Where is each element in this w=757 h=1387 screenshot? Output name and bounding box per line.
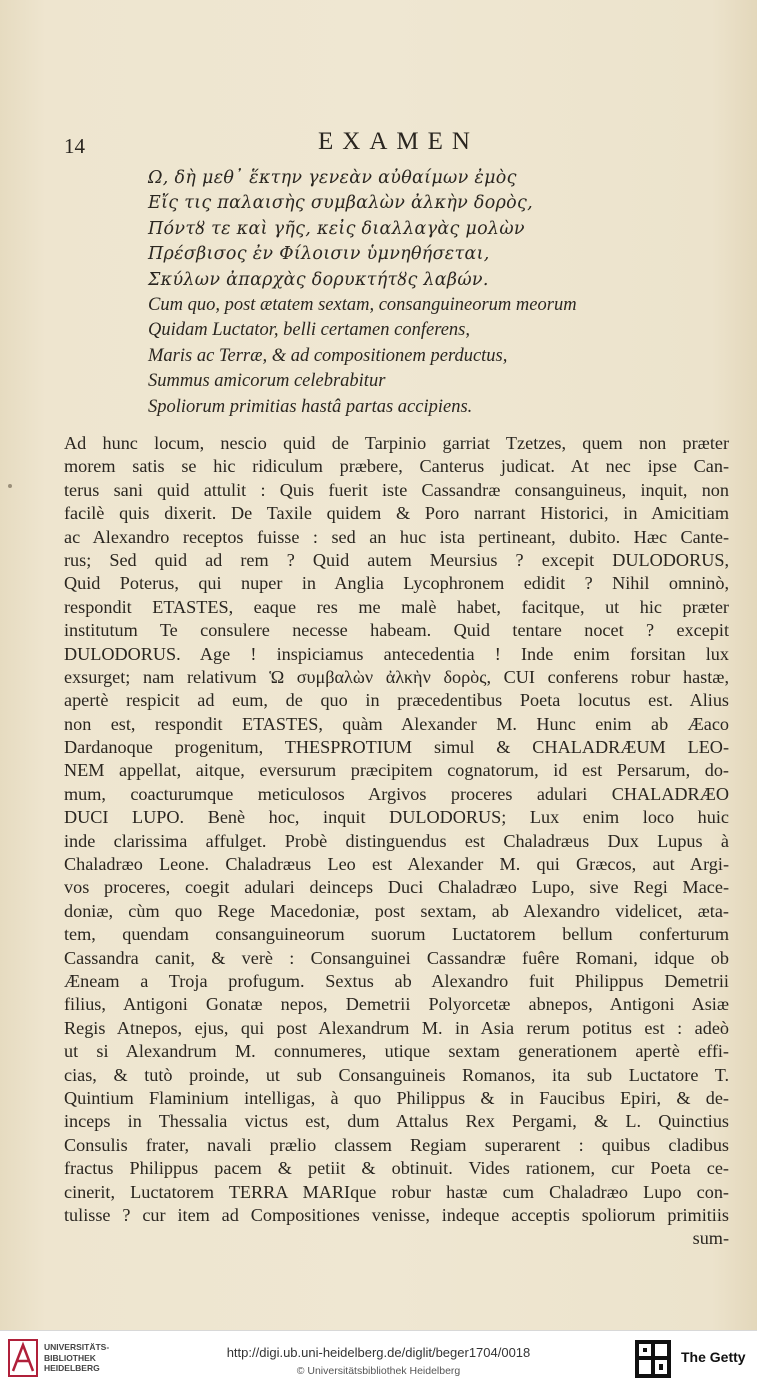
body-line: mum, coacturumque meticulosos Argivos proceres adulari CHALADRÆO: [64, 783, 729, 804]
partner-name: The Getty: [681, 1349, 746, 1365]
body-line: Ad hunc locum, nescio quid de Tarpinio garriat Tzetzes, quem non præter: [64, 433, 729, 453]
body-line: NEM appellat, aitque, eversurum præcipitem cognatorum, id est Persarum, do-: [64, 760, 729, 781]
body-line: exsurget; nam relativum Ὡ συμβαλὼν ἀλκὴν δορὸς, CUI conferens robur hastæ,: [64, 666, 729, 687]
body-line: DUCI LUPO. Benè hoc, inquit DULODORUS; Lux enim loco huic: [64, 807, 729, 828]
catchword: sum-: [692, 1228, 729, 1249]
latin-verse-line: Summus amicorum celebrabitur: [148, 371, 386, 392]
body-line: vos proceres, coegit adulari deinceps Duci Chaladræo Lupo, sive Regi Mace-: [64, 877, 729, 898]
body-line: ut si Alexandrum M. connumeres, utique sextam generationem apertè effi-: [64, 1041, 729, 1062]
body-line: DULODORUS. Age ! inspiciamus antecedentia ! Inde enim forsitan lux: [64, 643, 729, 664]
body-line: tulisse ? cur item ad Compositiones venisse, indeque acceptis spoliorum primitiis: [64, 1204, 729, 1225]
body-line: Chaladræo Leone. Chaladræus Leo est Alexander M. qui Græcos, aut Argi-: [64, 854, 729, 875]
margin-mark: [8, 484, 12, 488]
latin-verse-line: Maris ac Terræ, & ad compositionem perductus,: [148, 345, 508, 366]
greek-verse-line: Σκύλων ἀπαρχὰς δορυκτήτȣς λαβών.: [148, 269, 489, 290]
viewer-footer: [0, 1330, 757, 1387]
page-header: [0, 128, 757, 160]
permalink[interactable]: http://digi.ub.uni-heidelberg.de/diglit/beger1704/0018: [226, 1345, 531, 1360]
body-line: Quid Poterus, qui nuper in Anglia Lycophronem edidit ? Nihil omninò,: [64, 573, 729, 594]
body-line: apertè respicit ad eum, de quo in præcedentibus Poeta locutus est. Alius: [64, 690, 729, 711]
greek-verse-line: Πόντȣ τε καὶ γῆς, κεἰς διαλλαγὰς μολὼν: [148, 218, 525, 239]
body-line: doniæ, cùm quo Rege Macedoniæ, post sextam, ab Alexandro videlicet, æta-: [64, 900, 729, 921]
body-line: rus; Sed quid ad rem ? Quid autem Meursius ? excepit DULODORUS,: [64, 549, 729, 570]
body-line: tem, quendam consanguineorum suorum Luctatorem bellum conferturum: [64, 924, 729, 945]
latin-verse-line: Spoliorum primitias hastâ partas accipiens.: [148, 396, 473, 417]
body-line: cias, & tutò proinde, ut sub Consanguineis Romanos, ita sub Luctatore T.: [64, 1064, 729, 1085]
body-line: facilè quis dixerit. De Taxile quidem & Poro narrant Historici, in Amicitiam: [64, 503, 729, 524]
body-line: Æneam a Troja profugum. Sextus ab Alexandro fuit Philippus Demetrii: [64, 970, 729, 991]
body-line: Quintium Flaminium intelligas, à quo Philippus & in Faucibus Epiri, & de-: [64, 1087, 729, 1108]
greek-verse-line: Πρέσβισος ἐν Φίλοισιν ὑμνηθήσεται,: [148, 244, 490, 265]
body-line: inde clarissima affulget. Probè distinguendus est Chaladræus Dux Lupus à: [64, 830, 729, 851]
body-line: Consulis frater, navali prælio classem Regiam superarent : quibus cladibus: [64, 1134, 729, 1155]
body-line: Dardanoque progenitum, THESPROTIUM simul & CHALADRÆUM LEO-: [64, 737, 729, 758]
body-line: cinerit, Luctatorem TERRA MARIque robur hastæ cum Chaladræo Lupo con-: [64, 1181, 729, 1202]
latin-verse-line: Cum quo, post ætatem sextam, consanguineorum meorum: [148, 294, 577, 315]
body-line: institutum Te consulere necesse habeam. Quid tentare nocet ? excepit: [64, 620, 729, 641]
body-line: Regis Atnepos, ejus, qui post Alexandrum M. in Asia rerum potitus est : adeò: [64, 1017, 729, 1038]
greek-verse-line: Εἴς τις παλαισὴς συμβαλὼν ἀλκὴν δορὸς,: [148, 193, 533, 214]
greek-verse-line: Ω, δὴ μεθ᾽ ἕκτην γενεὰν αὐθαίμων ἐμὸς: [148, 168, 517, 188]
body-line: morem satis se hic ridiculum præbere, Canterus judicat. At nec ipse Can-: [64, 456, 729, 477]
body-line: terus sani quid attulit : Quis fuerit iste Cassandræ consanguineus, inquit, non: [64, 479, 729, 500]
body-line: fractus Philippus pacem & petiit & obtinuit. Vides rationem, cur Poeta ce-: [64, 1158, 729, 1179]
body-text: [64, 432, 729, 1251]
body-line: ac Alexandro receptos fuisse : sed an huc ista pertineant, dubito. Hæc Cante-: [64, 526, 729, 547]
body-line: non est, respondit ETASTES, quàm Alexander M. Hunc enim ab Æaco: [64, 713, 729, 734]
body-line: inceps in Thessalia victus est, dum Attalus Rex Pergami, & L. Quinctius: [64, 1111, 729, 1132]
body-line: filius, Antigoni Gonatæ nepos, Demetrii Polyorcetæ abnepos, Antigoni Asiæ: [64, 994, 729, 1015]
page-number: 14: [64, 134, 85, 158]
body-line: respondit ETASTES, eaque res me malè habet, facitque, ut hic præter: [64, 596, 729, 617]
getty-logo-icon: [635, 1340, 671, 1378]
copyright-notice: © Universitätsbibliothek Heidelberg: [296, 1365, 461, 1377]
institution-name: UNIVERSITÄTS- BIBLIOTHEK HEIDELBERG: [44, 1342, 110, 1373]
latin-verse-line: Quidam Luctator, belli certamen conferens,: [148, 320, 470, 341]
body-line: Cassandra canit, & verè : Consanguinei Cassandræ fuêre Romani, idque ob: [64, 947, 729, 968]
running-title: EXAMEN: [318, 128, 479, 155]
verse-block: [148, 166, 708, 420]
